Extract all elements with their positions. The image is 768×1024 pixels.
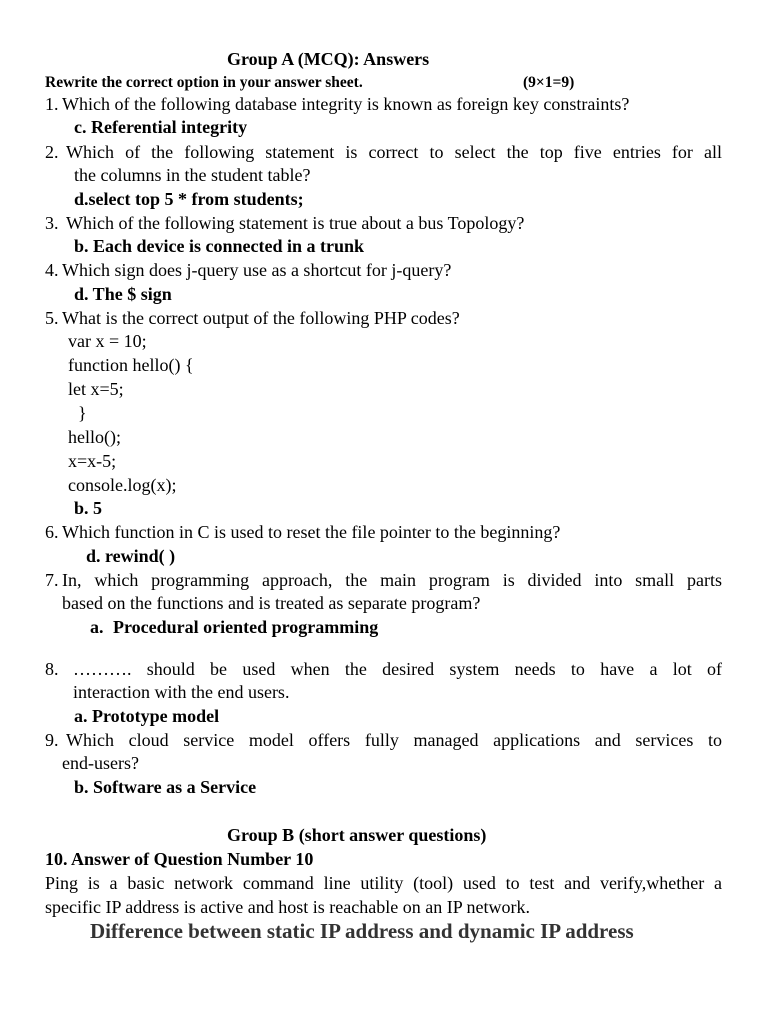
q5-code-line: }: [78, 403, 87, 423]
q10-text-line2: specific IP address is active and host is reachable on an IP network.: [45, 897, 531, 917]
q9-number: 9.: [45, 730, 59, 750]
q4-number: 4.: [45, 260, 59, 280]
q1-number: 1.: [45, 94, 59, 114]
q5-code-line: let x=5;: [68, 379, 124, 399]
q4-answer: d. The $ sign: [74, 284, 172, 304]
q9-text-line2: end-users?: [62, 753, 139, 773]
q8-answer: a. Prototype model: [74, 706, 220, 726]
q6-number: 6.: [45, 522, 59, 542]
instruction-text: Rewrite the correct option in your answer sheet.: [45, 74, 363, 91]
q9-text-line1: Which cloud service model offers fully managed applications and services to: [66, 730, 722, 750]
q8-text-line2: interaction with the end users.: [73, 682, 290, 702]
q4-text: Which sign does j-query use as a shortcut for j-query?: [62, 260, 452, 280]
q7-text-line1: In, which programming approach, the main program is divided into small parts: [62, 570, 722, 590]
q5-number: 5.: [45, 308, 59, 328]
q1-answer: c. Referential integrity: [74, 117, 248, 137]
q6-text: Which function in C is used to reset the file pointer to the beginning?: [62, 522, 561, 542]
group-a-title: Group A (MCQ): Answers: [227, 49, 430, 69]
q5-code-line: x=x-5;: [68, 451, 117, 471]
q5-code-line: console.log(x);: [68, 475, 177, 495]
q5-answer: b. 5: [74, 498, 103, 518]
q6-answer: d. rewind( ): [86, 546, 176, 566]
q1-text: Which of the following database integrity is known as foreign key constraints?: [62, 94, 630, 114]
q10-heading: 10. Answer of Question Number 10: [45, 849, 314, 869]
q9-answer: b. Software as a Service: [74, 777, 257, 797]
group-b-title: Group B (short answer questions): [227, 825, 487, 845]
q3-text: Which of the following statement is true about a bus Topology?: [66, 213, 525, 233]
marks-text: (9×1=9): [523, 74, 575, 91]
q8-text-line1: ………. should be used when the desired system needs to have a lot of: [73, 659, 722, 679]
q5-code-line: var x = 10;: [68, 331, 147, 351]
q2-text-line1: Which of the following statement is correct to select the top five entries for all: [66, 142, 722, 162]
difference-heading: Difference between static IP address and dynamic IP address: [90, 919, 634, 943]
q5-code-line: function hello() {: [68, 355, 194, 375]
q7-text-line2: based on the functions and is treated as separate program?: [62, 593, 481, 613]
q5-code-line: hello();: [68, 427, 121, 447]
q7-number: 7.: [45, 570, 59, 590]
q10-text-line1: Ping is a basic network command line utility (tool) used to test and verify,whether a: [45, 873, 722, 893]
q8-number: 8.: [45, 659, 59, 679]
q2-answer: d.select top 5 * from students;: [74, 189, 304, 209]
q3-answer: b. Each device is connected in a trunk: [74, 236, 365, 256]
q2-text-line2: the columns in the student table?: [74, 165, 311, 185]
q7-answer-letter: a.: [90, 617, 104, 637]
q3-number: 3.: [45, 213, 59, 233]
q2-number: 2.: [45, 142, 59, 162]
q7-answer-text: Procedural oriented programming: [113, 617, 379, 637]
q5-text: What is the correct output of the following PHP codes?: [62, 308, 460, 328]
